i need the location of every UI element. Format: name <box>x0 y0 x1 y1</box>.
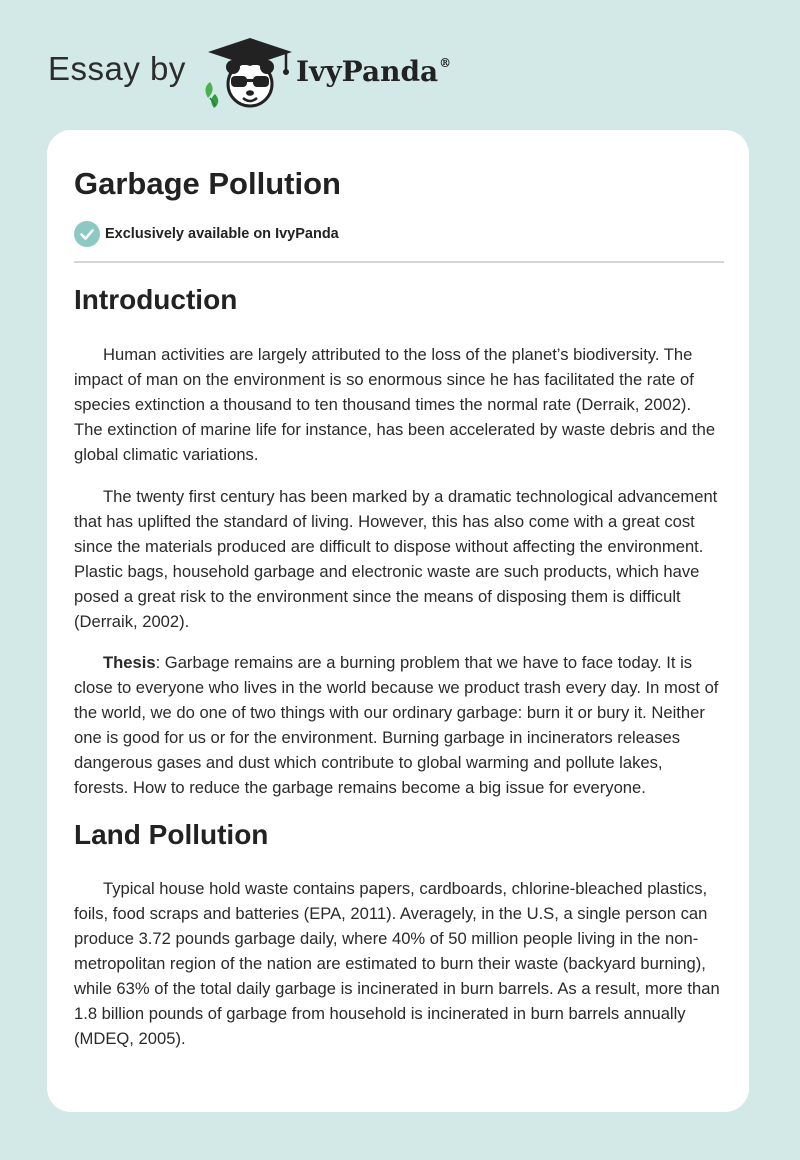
registered-mark: ® <box>439 55 452 70</box>
text-line: close to everyone who lives in the world because we product trash every day. In most of <box>74 678 719 697</box>
text-line: global climatic variations. <box>74 445 259 464</box>
paragraph-intro-1 <box>74 342 724 467</box>
text-line: the world, we do one of two things with our ordinary garbage: burn it or bury it. Neither <box>74 703 705 722</box>
text-line: (MDEQ, 2005). <box>74 1029 186 1048</box>
paragraph-thesis <box>74 650 724 800</box>
thesis-label: Thesis <box>103 653 156 672</box>
brand-name: IvyPanda® <box>296 55 452 88</box>
text-line: The extinction of marine life for instance, has been accelerated by waste debris and the <box>74 420 716 439</box>
paragraph-land-1 <box>74 876 724 1051</box>
text-line <box>74 650 724 675</box>
panda-graduate-icon <box>202 36 294 110</box>
text-line: impact of man on the environment is so enormous since he has facilitated the rate of <box>74 370 694 389</box>
thesis-text: : Garbage remains are a burning problem that we have to face today. It is <box>155 653 693 672</box>
heading-introduction: Introduction <box>74 284 238 315</box>
text-line: metropolitan region of the nation are estimated to burn their waste (backyard burning), <box>74 954 706 973</box>
text-line: posed a great risk to the environment since the means of disposing them is difficult <box>74 587 681 606</box>
text-line: Plastic bags, household garbage and electronic waste are such products, which have <box>74 562 700 581</box>
exclusive-badge-text: Exclusively available on IvyPanda <box>105 226 339 242</box>
text-line: forests. How to reduce the garbage remains become a big issue for everyone. <box>74 778 646 797</box>
text-line: Human activities are largely attributed to the loss of the planet’s biodiversity. The <box>103 345 693 364</box>
text-line: (Derraik, 2002). <box>74 612 190 631</box>
essay-title: Garbage Pollution <box>74 166 341 201</box>
text-line: 1.8 billion pounds of garbage from household is incinerated in burn barrels annually <box>74 1004 686 1023</box>
site-header <box>48 36 508 110</box>
text-line: since the materials produced are difficult to dispose without affecting the environment. <box>74 537 704 556</box>
text-line: that has uplifted the standard of living. However, this has also come with a great cost <box>74 512 695 531</box>
title-divider <box>74 261 724 263</box>
brand-prefix: Essay by <box>48 50 186 87</box>
check-circle-icon <box>74 221 100 247</box>
essay-card <box>47 130 749 1112</box>
paragraph-intro-2 <box>74 484 724 634</box>
text-line: while 63% of the total daily garbage is incinerated in burn barrels. As a result, more than <box>74 979 720 998</box>
exclusive-badge <box>74 221 339 247</box>
text-line: Typical house hold waste contains papers, cardboards, chlorine-bleached plastics, <box>103 879 708 898</box>
text-line: one is good for us or for the environment. Burning garbage in incinerators releases <box>74 728 681 747</box>
heading-land-pollution: Land Pollution <box>74 819 269 850</box>
text-line: The twenty first century has been marked by a dramatic technological advancement <box>103 487 718 506</box>
text-line: species extinction a thousand to ten thousand times the normal rate (Derraik, 2002). <box>74 395 692 414</box>
text-line: produce 3.72 pounds garbage daily, where 40% of 50 million people living in the non- <box>74 929 699 948</box>
text-line: foils, food scraps and batteries (EPA, 2011). Averagely, in the U.S, a single person can <box>74 904 708 923</box>
text-line: dangerous gases and dust which contribute to global warming and pollute lakes, <box>74 753 663 772</box>
